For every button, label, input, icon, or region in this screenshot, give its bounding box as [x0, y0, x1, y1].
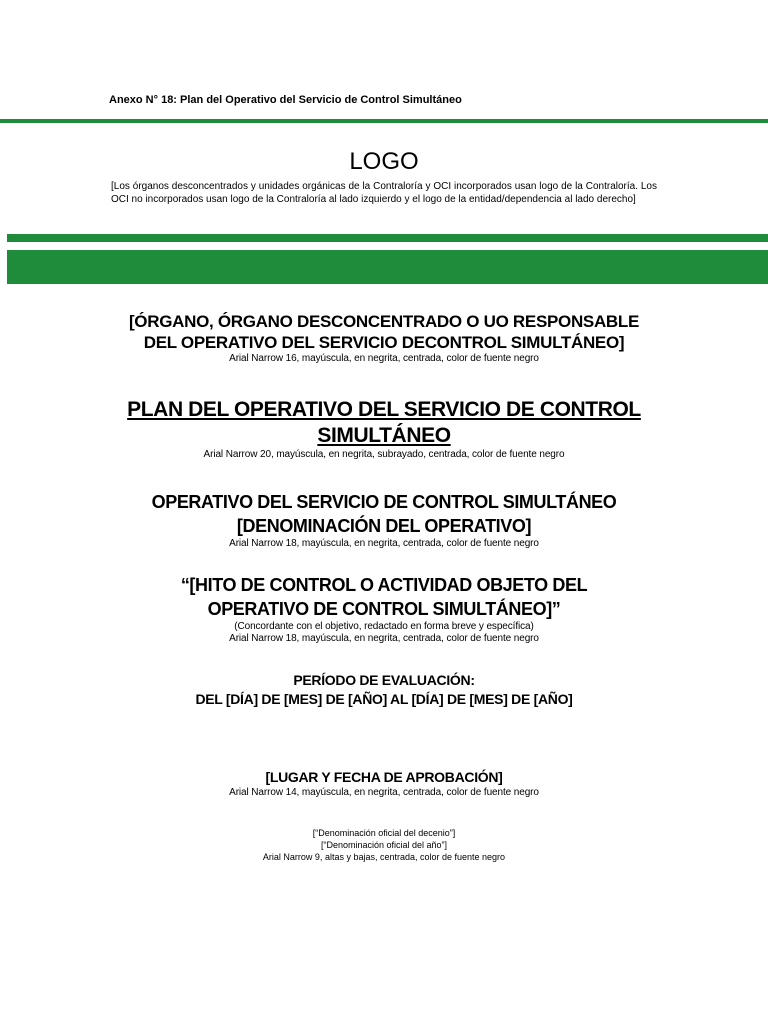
milestone-format-note: Arial Narrow 18, mayúscula, en negrita, centrada, color de fuente negro — [229, 633, 539, 644]
approval-section — [0, 768, 768, 799]
milestone-line-1: “[HITO DE CONTROL O ACTIVIDAD OBJETO DEL — [180, 575, 588, 595]
footer-decade: [“Denominación oficial del decenio”] — [312, 828, 456, 838]
green-band-thick — [7, 250, 768, 284]
green-band-thin — [7, 234, 768, 242]
organ-format-note: Arial Narrow 16, mayúscula, en negrita, centrada, color de fuente negro — [229, 353, 539, 364]
operative-line-1: OPERATIVO DEL SERVICIO DE CONTROL SIMULTÁNEO — [151, 492, 617, 512]
period-section — [0, 671, 768, 709]
period-label: PERÍODO DE EVALUACIÓN: — [293, 672, 475, 688]
header-rule — [0, 119, 768, 123]
footer-format-note: Arial Narrow 9, altas y bajas, centrada, color de fuente negro — [262, 852, 506, 862]
milestone-concordance-note: (Concordante con el objetivo, redactado en forma breve y específica) — [234, 621, 534, 632]
milestone-section — [0, 573, 768, 645]
organ-section — [0, 311, 768, 365]
logo-placeholder: LOGO — [349, 148, 419, 175]
approval-line: [LUGAR Y FECHA DE APROBACIÓN] — [265, 769, 503, 785]
operative-section — [0, 490, 768, 550]
footer-year: [“Denominación oficial del año”] — [320, 840, 448, 850]
plan-title-line-1: PLAN DEL OPERATIVO DEL SERVICIO DE CONTROL — [127, 398, 641, 421]
logo-note: [Los órganos desconcentrados y unidades orgánicas de la Contraloría y OCI incorporados usan logo de la Contraloría. Los OCI no incorporados usan logo de la Contraloría al lado izquierdo y el logo de la entidad/dependencia al lado derecho] — [111, 181, 657, 205]
milestone-line-2: OPERATIVO DE CONTROL SIMULTÁNEO]” — [207, 599, 561, 619]
operative-format-note: Arial Narrow 18, mayúscula, en negrita, centrada, color de fuente negro — [229, 538, 539, 549]
approval-format-note: Arial Narrow 14, mayúscula, en negrita, centrada, color de fuente negro — [229, 787, 539, 798]
period-range: DEL [DÍA] DE [MES] DE [AÑO] AL [DÍA] DE [MES] DE [AÑO] — [195, 691, 573, 707]
annex-title: Anexo N° 18: Plan del Operativo del Servicio de Control Simultáneo — [109, 94, 462, 106]
plan-title-format-note: Arial Narrow 20, mayúscula, en negrita, subrayado, centrada, color de fuente negro — [203, 449, 565, 460]
plan-title-section — [0, 397, 768, 461]
footer-section — [0, 827, 768, 863]
operative-line-2: [DENOMINACIÓN DEL OPERATIVO] — [236, 516, 532, 536]
organ-line-1: [ÓRGANO, ÓRGANO DESCONCENTRADO O UO RESPONSABLE — [128, 312, 640, 331]
plan-title-line-2: SIMULTÁNEO — [317, 424, 451, 447]
organ-line-2: DEL OPERATIVO DEL SERVICIO DECONTROL SIMULTÁNEO] — [143, 333, 625, 352]
